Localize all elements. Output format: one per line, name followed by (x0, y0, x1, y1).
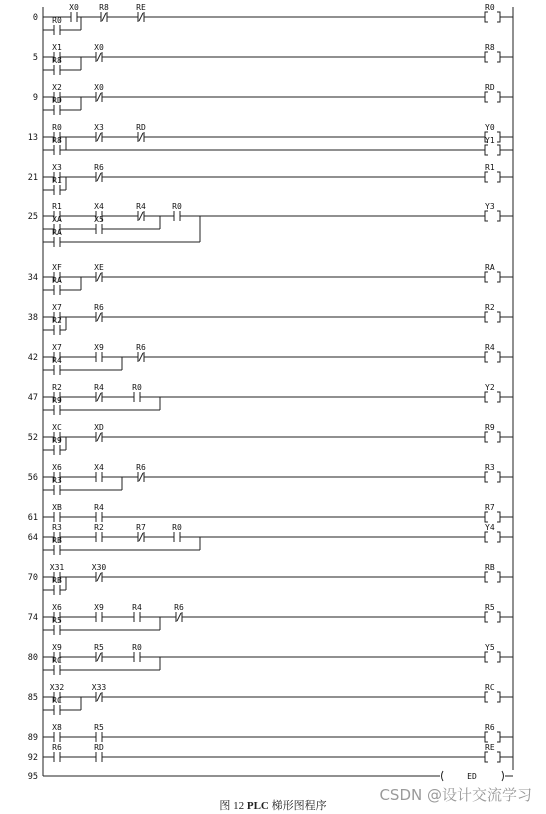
contact-rc-no (52, 696, 62, 715)
step-number: 0 (32, 13, 38, 23)
contact-gap (97, 516, 102, 518)
svg-text:R0: R0 (52, 123, 62, 132)
svg-text:R2: R2 (52, 383, 62, 392)
contact-gap (55, 189, 60, 191)
svg-text:R5: R5 (94, 723, 104, 732)
svg-text:X2: X2 (52, 83, 62, 92)
contact-r4-no (94, 503, 104, 522)
contact-r4-nc (136, 202, 146, 221)
contact-gap (135, 656, 140, 658)
svg-text:Y2: Y2 (485, 383, 495, 392)
svg-text:X7: X7 (52, 303, 62, 312)
svg-text:RD: RD (94, 743, 104, 752)
svg-text:X3: X3 (52, 163, 62, 172)
svg-text:X33: X33 (91, 683, 107, 692)
contact-gap (97, 756, 102, 758)
svg-text:RD: RD (52, 96, 62, 105)
coil-rd (485, 83, 513, 102)
svg-text:X0: X0 (94, 43, 104, 52)
svg-text:RB: RB (485, 563, 495, 572)
svg-text:R6: R6 (136, 343, 146, 352)
coil-r4 (485, 343, 513, 362)
contact-xb-no (52, 503, 62, 522)
svg-text:X3: X3 (94, 123, 104, 132)
svg-text:RC: RC (52, 656, 62, 665)
svg-text:RD: RD (136, 123, 146, 132)
contact-rb-no (52, 576, 62, 595)
contact-x4-no (94, 463, 104, 482)
contact-gap (97, 356, 102, 358)
contact-rb-no (52, 536, 62, 555)
contact-gap (55, 329, 60, 331)
svg-text:R8: R8 (99, 3, 109, 12)
svg-text:R6: R6 (94, 163, 104, 172)
contact-gap (97, 536, 102, 538)
svg-text:X30: X30 (91, 563, 107, 572)
contact-gap (55, 449, 60, 451)
contact-x9-no (94, 603, 104, 622)
contact-gap (97, 736, 102, 738)
svg-text:XB: XB (52, 503, 62, 512)
contact-r0-no (132, 643, 142, 662)
coil-r9 (485, 423, 513, 442)
end-instruction (442, 771, 504, 781)
contact-r4-nc (94, 383, 104, 402)
svg-text:R0: R0 (132, 383, 142, 392)
contact-r6-nc (136, 463, 146, 482)
contact-x33-nc (92, 683, 107, 702)
coil-y3 (485, 202, 513, 221)
svg-text:R2: R2 (94, 523, 104, 532)
svg-text:R4: R4 (136, 202, 146, 211)
svg-text:R5: R5 (94, 643, 104, 652)
svg-text:RC: RC (485, 683, 495, 692)
contact-gap (55, 241, 60, 243)
coil-rb (485, 563, 513, 582)
svg-text:X0: X0 (69, 3, 79, 12)
svg-text:RD: RD (485, 83, 495, 92)
svg-text:XD: XD (94, 423, 104, 432)
svg-text:XE: XE (94, 263, 104, 272)
step-number: 89 (27, 733, 38, 743)
contact-rd-no (94, 743, 104, 762)
contact-r3-no (52, 476, 62, 495)
svg-text:R4: R4 (94, 503, 104, 512)
svg-text:X5: X5 (94, 215, 104, 224)
contact-r0-no (172, 523, 182, 542)
caption-title-bold: PLC (246, 800, 269, 812)
contact-gap (175, 536, 180, 538)
svg-text:R3: R3 (52, 523, 62, 532)
contact-x0-no (69, 3, 79, 22)
contact-gap (72, 16, 77, 18)
svg-text:X32: X32 (49, 683, 65, 692)
coil-y1 (485, 136, 513, 155)
contact-gap (55, 549, 60, 551)
contact-r1-no (52, 176, 62, 195)
svg-text:R9: R9 (485, 423, 495, 432)
svg-text:R0: R0 (132, 643, 142, 652)
svg-text:RE: RE (485, 743, 495, 752)
contact-re-nc (136, 3, 146, 22)
contact-r2-no (94, 523, 104, 542)
contact-ra-no (52, 276, 62, 295)
contact-rd-no (52, 96, 62, 115)
contact-gap (55, 589, 60, 591)
contact-x3-nc (94, 123, 104, 142)
contact-x0-nc (94, 43, 104, 62)
contact-r6-no (52, 743, 62, 762)
watermark: CSDN @设计交流学习 (379, 786, 532, 804)
coil-rc (485, 683, 513, 702)
svg-text:RA: RA (52, 228, 62, 237)
svg-text:R0: R0 (172, 523, 182, 532)
contact-gap (55, 516, 60, 518)
step-number: 85 (27, 693, 38, 703)
svg-text:X8: X8 (52, 723, 62, 732)
svg-text:R1: R1 (485, 163, 495, 172)
coil-y5 (485, 643, 513, 662)
coil-re (485, 743, 513, 762)
svg-text:X4: X4 (94, 202, 104, 211)
contact-r6-nc (136, 343, 146, 362)
svg-text:R3: R3 (485, 463, 495, 472)
caption-figure-number: 图 12 (219, 800, 245, 812)
svg-text:R9: R9 (52, 396, 62, 405)
step-number: 61 (27, 513, 38, 523)
step-number: 80 (27, 653, 38, 663)
coil-r1 (485, 163, 513, 182)
contact-x8-no (52, 723, 62, 742)
svg-text:R0: R0 (52, 16, 62, 25)
step-number: 64 (27, 533, 38, 543)
coil-r7 (485, 503, 513, 522)
svg-text:R5: R5 (52, 616, 62, 625)
contact-gap (55, 149, 60, 151)
svg-text:X9: X9 (94, 603, 104, 612)
contact-r5-no (52, 616, 62, 635)
coil-y2 (485, 383, 513, 402)
svg-text:R5: R5 (485, 603, 495, 612)
contact-r9-no (52, 396, 62, 415)
contact-r5-no (94, 723, 104, 742)
step-number: 42 (27, 353, 38, 363)
svg-text:R6: R6 (485, 723, 495, 732)
svg-text:XA: XA (52, 215, 62, 224)
step-number: 52 (27, 433, 38, 443)
coil-r0 (485, 3, 513, 22)
contact-ra-no (52, 228, 62, 247)
step-number: 25 (27, 212, 38, 222)
svg-text:R7: R7 (485, 503, 495, 512)
contact-r4-no (52, 356, 62, 375)
svg-text:R4: R4 (485, 343, 495, 352)
step-number: 13 (27, 133, 38, 143)
svg-text:R2: R2 (52, 316, 62, 325)
contact-r5-nc (94, 643, 104, 662)
svg-text:R8: R8 (52, 56, 62, 65)
svg-text:R8: R8 (485, 43, 495, 52)
svg-text:R6: R6 (94, 303, 104, 312)
contact-rd-nc (136, 123, 146, 142)
step-number: 92 (27, 753, 38, 763)
svg-text:X0: X0 (94, 83, 104, 92)
coil-y4 (485, 523, 513, 542)
svg-text:RA: RA (52, 276, 62, 285)
svg-text:XC: XC (52, 423, 62, 432)
contact-r0-no (52, 16, 62, 35)
svg-text:Y5: Y5 (485, 643, 495, 652)
contact-r9-no (52, 436, 62, 455)
contact-xe-nc (94, 263, 104, 282)
svg-text:R8: R8 (52, 136, 62, 145)
contact-gap (55, 69, 60, 71)
svg-text:R1: R1 (52, 176, 62, 185)
contact-gap (55, 709, 60, 711)
svg-text:X6: X6 (52, 603, 62, 612)
svg-text:RB: RB (52, 576, 62, 585)
contact-gap (135, 616, 140, 618)
svg-text:Y4: Y4 (485, 523, 495, 532)
svg-text:X4: X4 (94, 463, 104, 472)
svg-text:R6: R6 (174, 603, 184, 612)
svg-text:RB: RB (52, 536, 62, 545)
contact-gap (55, 409, 60, 411)
contact-r7-nc (136, 523, 146, 542)
svg-text:R7: R7 (136, 523, 146, 532)
coil-r8 (485, 43, 513, 62)
step-number: 74 (27, 613, 38, 623)
contact-r0-no (132, 383, 142, 402)
coil-ra (485, 263, 513, 282)
step-number-end: 95 (27, 772, 38, 782)
coil-r2 (485, 303, 513, 322)
contact-rc-no (52, 656, 62, 675)
step-number: 70 (27, 573, 38, 583)
svg-text:R0: R0 (172, 202, 182, 211)
svg-text:R4: R4 (132, 603, 142, 612)
contact-gap (97, 476, 102, 478)
svg-text:RC: RC (52, 696, 62, 705)
contact-gap (97, 228, 102, 230)
contact-r0-no (172, 202, 182, 221)
contact-gap (175, 215, 180, 217)
contact-gap (55, 369, 60, 371)
contact-gap (55, 489, 60, 491)
svg-text:ED: ED (467, 772, 477, 781)
step-number: 21 (27, 173, 38, 183)
step-number: 47 (27, 393, 38, 403)
svg-text:XF: XF (52, 263, 62, 272)
contact-r2-no (52, 316, 62, 335)
svg-text:Y1: Y1 (485, 136, 495, 145)
svg-text:Y3: Y3 (485, 202, 495, 211)
step-number: 9 (32, 93, 38, 103)
svg-text:R2: R2 (485, 303, 495, 312)
step-number: 34 (27, 273, 38, 283)
contact-gap (55, 29, 60, 31)
contact-x30-nc (92, 563, 107, 582)
svg-text:X6: X6 (52, 463, 62, 472)
coil-r3 (485, 463, 513, 482)
contact-gap (55, 289, 60, 291)
svg-text:R3: R3 (52, 476, 62, 485)
contact-x5-no (94, 215, 104, 234)
step-number: 38 (27, 313, 38, 323)
contact-x0-nc (94, 83, 104, 102)
svg-text:R4: R4 (94, 383, 104, 392)
contact-gap (135, 396, 140, 398)
svg-text:Y0: Y0 (485, 123, 495, 132)
svg-text:RE: RE (136, 3, 146, 12)
contact-r4-no (132, 603, 142, 622)
svg-text:R4: R4 (52, 356, 62, 365)
contact-gap (55, 756, 60, 758)
svg-text:X9: X9 (94, 343, 104, 352)
svg-text:R9: R9 (52, 436, 62, 445)
svg-text:R6: R6 (52, 743, 62, 752)
contact-gap (55, 109, 60, 111)
svg-text:X9: X9 (52, 643, 62, 652)
caption-title-rest: 梯形图程序 (271, 800, 327, 812)
svg-text:R6: R6 (136, 463, 146, 472)
coil-r5 (485, 603, 513, 622)
svg-text:X1: X1 (52, 43, 62, 52)
contact-r8-nc (99, 3, 109, 22)
svg-text:RA: RA (485, 263, 495, 272)
coil-r6 (485, 723, 513, 742)
contact-r6-nc (94, 303, 104, 322)
contact-gap (97, 616, 102, 618)
contact-r8-no (52, 136, 62, 155)
contact-gap (55, 669, 60, 671)
contact-r6-nc (174, 603, 184, 622)
contact-r8-no (52, 56, 62, 75)
svg-text:X7: X7 (52, 343, 62, 352)
contact-gap (55, 629, 60, 631)
step-number: 5 (32, 53, 38, 63)
svg-text:R0: R0 (485, 3, 495, 12)
step-number: 56 (27, 473, 38, 483)
svg-text:X31: X31 (49, 563, 65, 572)
contact-xd-nc (94, 423, 104, 442)
contact-gap (55, 736, 60, 738)
contact-x9-no (94, 343, 104, 362)
svg-text:R1: R1 (52, 202, 62, 211)
contact-r6-nc (94, 163, 104, 182)
